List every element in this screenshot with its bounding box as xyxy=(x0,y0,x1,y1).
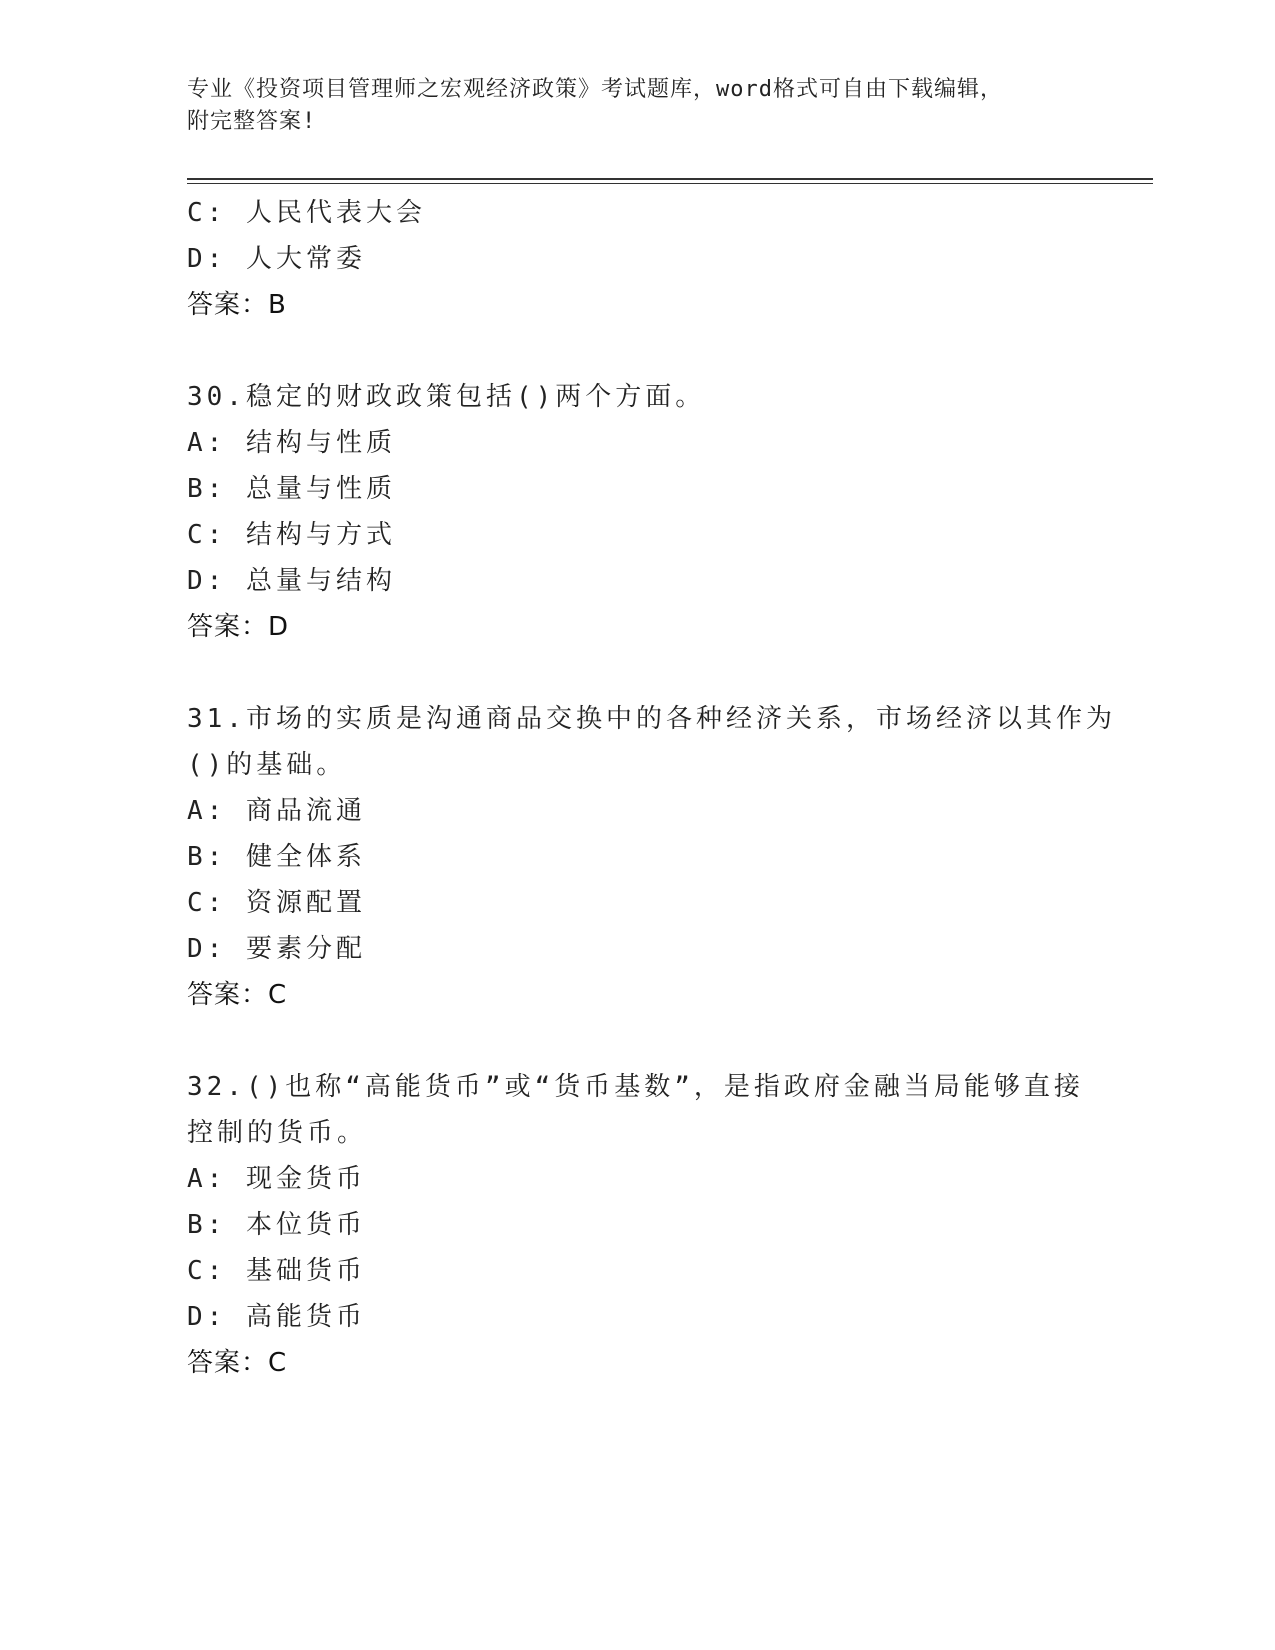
answer-line: 答案：C xyxy=(187,1348,288,1378)
document-header xyxy=(187,74,1087,138)
question-text: 30.稳定的财政政策包括()两个方面。 xyxy=(187,382,706,412)
question-text: 32.()也称“高能货币”或“货币基数”，是指政府金融当局能够直接 xyxy=(187,1072,1084,1102)
option-c: C: 资源配置 xyxy=(187,888,366,918)
header-line-1: 专业《投资项目管理师之宏观经济政策》考试题库，word格式可自由下载编辑， xyxy=(187,77,1003,102)
answer-line: 答案：D xyxy=(187,612,290,642)
spacer xyxy=(187,650,1087,696)
option-b: B: 健全体系 xyxy=(187,842,366,872)
question-block-32 xyxy=(187,1064,1087,1386)
question-text-continued: 控制的货币。 xyxy=(187,1118,368,1148)
question-text-continued: ()的基础。 xyxy=(187,750,347,780)
option-a: A: 现金货币 xyxy=(187,1164,366,1194)
question-block-31 xyxy=(187,696,1116,1018)
option-a: A: 商品流通 xyxy=(187,796,366,826)
option-b: B: 本位货币 xyxy=(187,1210,366,1240)
option-b: B: 总量与性质 xyxy=(187,474,396,504)
option-c: C: 人民代表大会 xyxy=(187,198,426,228)
option-d: D: 要素分配 xyxy=(187,934,366,964)
header-divider-thick xyxy=(187,178,1153,180)
question-block-29 xyxy=(187,190,1087,328)
option-c: C: 基础货币 xyxy=(187,1256,366,1286)
question-text: 31.市场的实质是沟通商品交换中的各种经济关系，市场经济以其作为 xyxy=(187,704,1116,734)
answer-line: 答案：C xyxy=(187,980,288,1010)
option-d: D: 高能货币 xyxy=(187,1302,366,1332)
spacer xyxy=(187,1018,1087,1064)
spacer xyxy=(187,328,1087,374)
question-block-30 xyxy=(187,374,1087,650)
option-d: D: 总量与结构 xyxy=(187,566,396,596)
option-c: C: 结构与方式 xyxy=(187,520,396,550)
answer-line: 答案：B xyxy=(187,290,287,320)
option-d: D: 人大常委 xyxy=(187,244,366,274)
option-a: A: 结构与性质 xyxy=(187,428,396,458)
question-list xyxy=(187,190,1116,1386)
header-divider-thin xyxy=(187,183,1153,184)
header-line-2: 附完整答案! xyxy=(187,109,317,134)
